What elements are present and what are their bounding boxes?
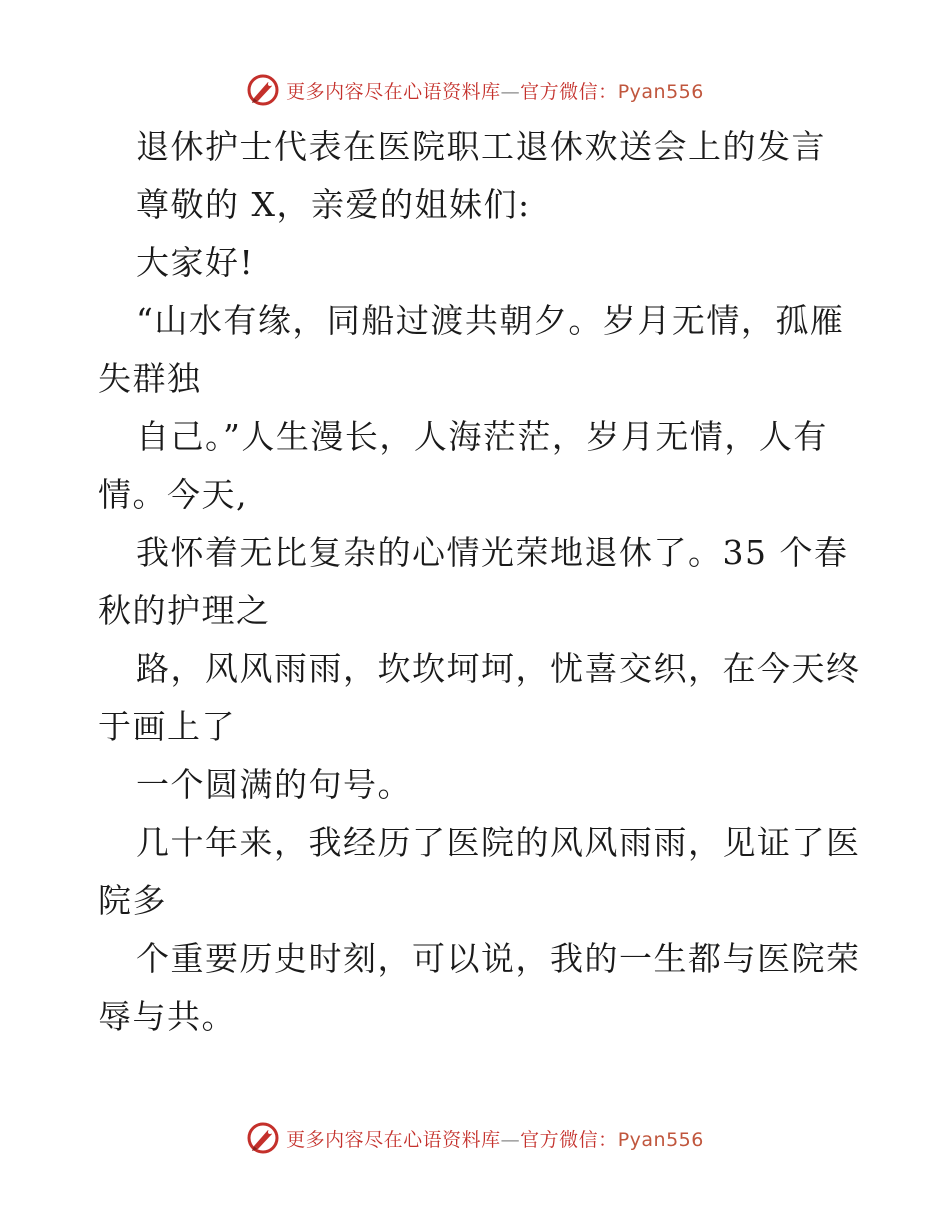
banner-text — [286, 1125, 704, 1152]
banner-main-text: 更多内容尽在心语资料库 — [286, 80, 501, 103]
banner-wechat-id: Pyan556 — [617, 1128, 704, 1151]
document-body — [98, 118, 861, 1046]
paragraph-line: 秋的护理之 — [98, 591, 271, 630]
paragraph-line: “山水有缘，同船过渡共朝夕。岁月无情，孤雁 — [136, 301, 845, 340]
banner-main-text: 更多内容尽在心语资料库 — [286, 1128, 501, 1151]
pen-logo-icon — [246, 1121, 280, 1155]
pen-logo-icon — [246, 73, 280, 107]
document-title: 退休护士代表在医院职工退休欢送会上的发言 — [136, 127, 826, 166]
header-banner — [0, 70, 950, 110]
paragraph-line: 几十年来，我经历了医院的风风雨雨，见证了医 — [136, 823, 861, 862]
banner-text — [286, 77, 704, 104]
banner-dash: — — [500, 1128, 521, 1151]
paragraph-line: 失群独 — [98, 359, 202, 398]
salutation: 尊敬的 X，亲爱的姐妹们: — [136, 185, 531, 224]
banner-dash: — — [500, 80, 521, 103]
paragraph-line: 路，风风雨雨，坎坎坷坷，忧喜交织，在今天终 — [136, 649, 861, 688]
paragraph-line: 我怀着无比复杂的心情光荣地退休了。35 个春 — [136, 533, 849, 572]
paragraph-line: 辱与共。 — [98, 997, 236, 1036]
paragraph-line: 情。今天, — [98, 475, 248, 514]
paragraph-line: 个重要历史时刻，可以说，我的一生都与医院荣 — [136, 939, 861, 978]
paragraph-line: 自己。”人生漫长，人海茫茫，岁月无情，人有 — [136, 417, 828, 456]
paragraph-line: 院多 — [98, 881, 167, 920]
banner-wechat-label: 官方微信： — [520, 80, 618, 103]
footer-banner — [0, 1118, 950, 1158]
banner-wechat-id: Pyan556 — [617, 80, 704, 103]
paragraph-line: 于画上了 — [98, 707, 236, 746]
banner-wechat-label: 官方微信： — [520, 1128, 618, 1151]
greeting: 大家好! — [136, 243, 255, 282]
paragraph-line: 一个圆满的句号。 — [136, 765, 412, 804]
